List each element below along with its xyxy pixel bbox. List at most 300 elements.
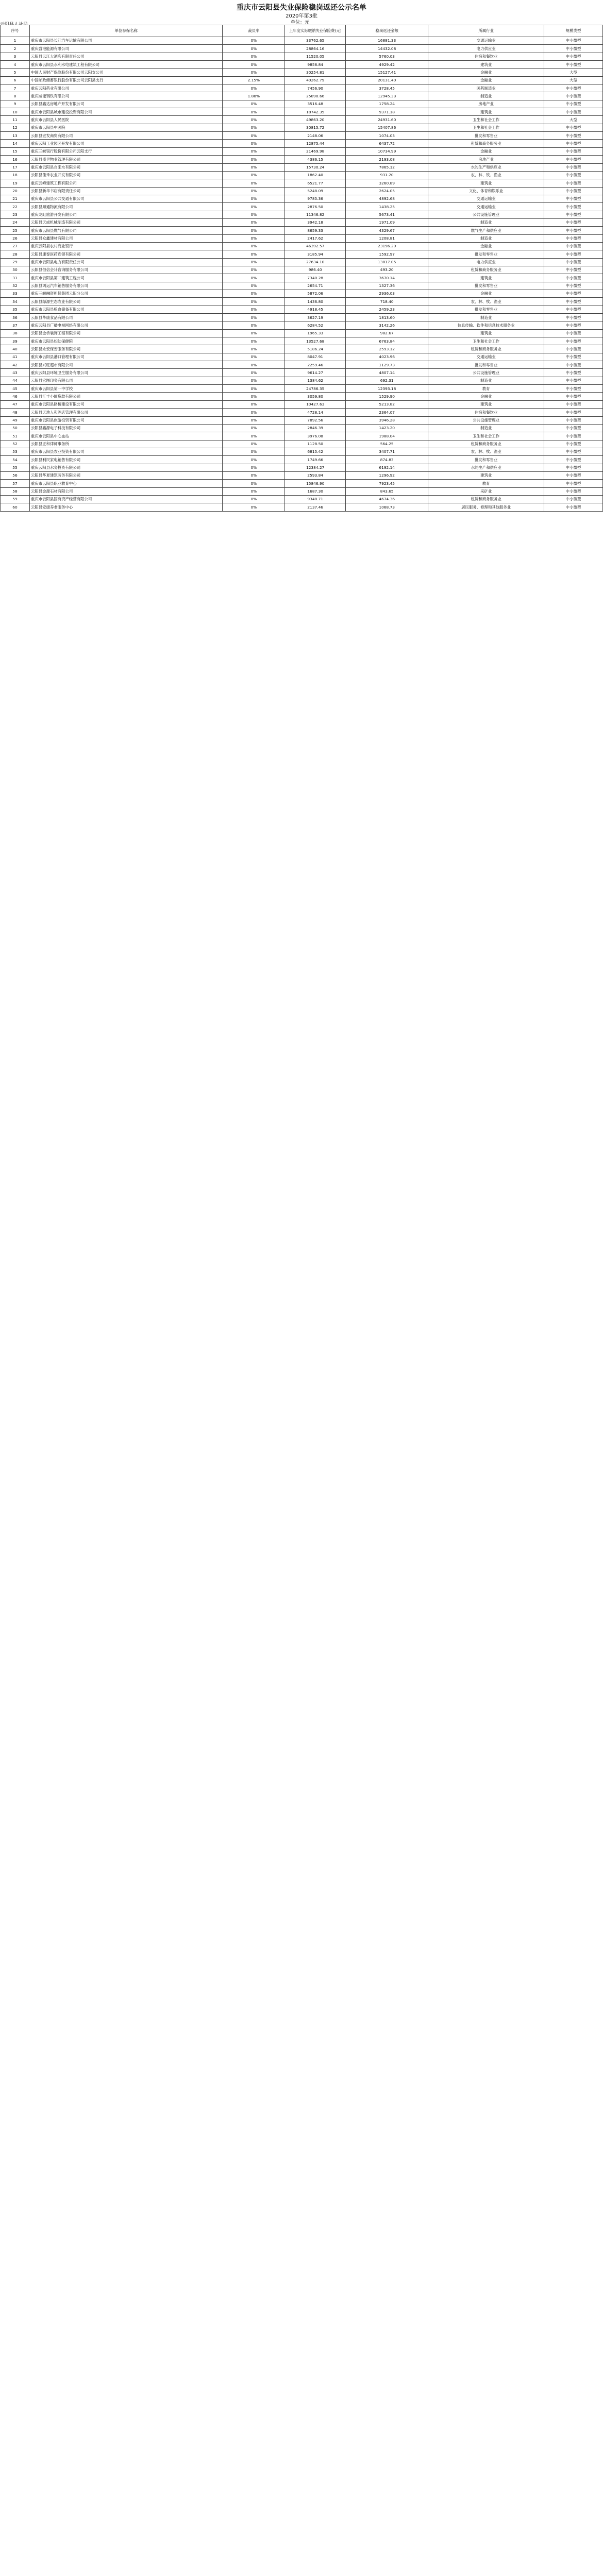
table-cell: 云阳县宏图印务有限公司 (30, 377, 223, 384)
table-cell: 1436.80 (285, 298, 346, 306)
table-cell: 中小微型 (544, 393, 602, 400)
table-cell: 制造业 (428, 218, 544, 226)
table-cell: 15846.90 (285, 480, 346, 487)
table-cell: 0% (223, 69, 285, 76)
table-cell: 1438.25 (346, 203, 428, 211)
table-cell: 4 (1, 61, 30, 69)
table-cell: 重庆云阳县水务投资有限公司 (30, 464, 223, 471)
table-cell: 0% (223, 480, 285, 487)
table-cell: 51 (1, 432, 30, 440)
table-cell: 中小微型 (544, 290, 602, 298)
table-cell: 住宿和餐饮业 (428, 53, 544, 60)
table-cell: 卫生和社会工作 (428, 116, 544, 124)
table-cell: 重庆市云阳县港口管理有限公司 (30, 353, 223, 361)
table-cell: 0% (223, 314, 285, 321)
table-cell: 重庆云阳县农村商业银行 (30, 242, 223, 250)
table-cell: 0% (223, 377, 285, 384)
table-cell: 1129.73 (346, 361, 428, 369)
table-cell: 重庆云阳县广播电视网络有限公司 (30, 321, 223, 329)
table-cell: 9785.36 (285, 195, 346, 202)
table-cell: 云阳县众鑫建材有限公司 (30, 234, 223, 242)
table-cell: 8 (1, 92, 30, 100)
table-cell: 卫生和社会工作 (428, 337, 544, 345)
table-cell: 9371.18 (346, 108, 428, 116)
table-cell: 0% (223, 448, 285, 455)
table-row (1, 448, 603, 455)
table-cell: 29 (1, 258, 30, 266)
table-cell: 金融业 (428, 290, 544, 298)
table-cell: 电力供应业 (428, 45, 544, 53)
table-cell: 2624.05 (346, 187, 428, 195)
table-cell: 中小微型 (544, 495, 602, 503)
table-cell: 中小微型 (544, 266, 602, 274)
table-cell: 13527.68 (285, 337, 346, 345)
table-cell: 制造业 (428, 92, 544, 100)
column-header: 规模类型 (544, 25, 602, 37)
table-cell: 制造业 (428, 234, 544, 242)
table-cell: 6437.72 (346, 140, 428, 147)
table-cell: 云阳县天成机械制造有限公司 (30, 218, 223, 226)
table-cell: 15730.24 (285, 163, 346, 171)
table-cell: 中小微型 (544, 163, 602, 171)
table-cell: 13 (1, 132, 30, 140)
table-cell: 9614.27 (285, 369, 346, 377)
table-cell: 中小微型 (544, 258, 602, 266)
table-row (1, 353, 603, 361)
table-cell: 批发和零售业 (428, 306, 544, 313)
table-cell: 0% (223, 464, 285, 471)
table-cell: 中小微型 (544, 61, 602, 69)
table-row (1, 61, 603, 69)
table-cell: 中小微型 (544, 400, 602, 408)
table-cell: 中小微型 (544, 456, 602, 464)
table-row (1, 156, 603, 163)
table-cell: 16881.33 (346, 37, 428, 45)
column-header: 单位参保名称 (30, 25, 223, 37)
table-cell: 36 (1, 314, 30, 321)
table-cell: 金融业 (428, 242, 544, 250)
table-cell: 12945.33 (346, 92, 428, 100)
table-cell: 云阳县永安保安服务有限公司 (30, 345, 223, 353)
table-cell: 4807.14 (346, 369, 428, 377)
table-cell: 18742.35 (285, 108, 346, 116)
table-cell: 49 (1, 416, 30, 424)
table-cell: 0% (223, 282, 285, 290)
table-cell: 0% (223, 211, 285, 218)
table-cell: 重庆威能钢铁有限公司 (30, 92, 223, 100)
table-cell: 1758.24 (346, 100, 428, 108)
table-cell: 53 (1, 448, 30, 455)
table-cell: 7 (1, 84, 30, 92)
table-cell: 8659.33 (285, 227, 346, 234)
table-cell: 57 (1, 480, 30, 487)
table-cell: 7892.56 (285, 416, 346, 424)
table-cell: 17 (1, 163, 30, 171)
table-cell: 中小微型 (544, 337, 602, 345)
table-cell: 0% (223, 163, 285, 171)
table-cell: 中小微型 (544, 218, 602, 226)
table-cell: 45 (1, 385, 30, 393)
table-cell: 4386.15 (285, 156, 346, 163)
table-cell: 中小微型 (544, 409, 602, 416)
table-cell: 22 (1, 203, 30, 211)
table-row (1, 400, 603, 408)
table-cell: 6763.84 (346, 337, 428, 345)
table-cell: 21 (1, 195, 30, 202)
table-cell: 2259.46 (285, 361, 346, 369)
table-cell: 重庆市云阳县职业教育中心 (30, 480, 223, 487)
table-cell: 0% (223, 321, 285, 329)
table-cell: 建筑业 (428, 108, 544, 116)
table-cell: 批发和零售业 (428, 132, 544, 140)
table-cell: 云阳县利民家电销售有限公司 (30, 456, 223, 464)
table-cell: 14432.08 (346, 45, 428, 53)
table-cell: 0% (223, 195, 285, 202)
table-cell: 电力供应业 (428, 258, 544, 266)
table-cell: 6521.77 (285, 179, 346, 187)
table-cell: 2593.12 (346, 345, 428, 353)
table-row (1, 203, 603, 211)
table-cell: 中小微型 (544, 385, 602, 393)
table-cell: 1529.90 (346, 393, 428, 400)
table-cell: 0% (223, 456, 285, 464)
table-cell: 0% (223, 487, 285, 495)
table-cell: 公共设施管理业 (428, 211, 544, 218)
table-cell: 2 (1, 45, 30, 53)
table-cell: 27 (1, 242, 30, 250)
table-cell: 1128.50 (285, 440, 346, 448)
table-cell: 493.20 (346, 266, 428, 274)
table-cell: 中小微型 (544, 440, 602, 448)
table-cell: 0% (223, 409, 285, 416)
table-cell: 0% (223, 440, 285, 448)
table-cell: 住宿和餐饮业 (428, 409, 544, 416)
table-row (1, 282, 603, 290)
table-cell: 中小微型 (544, 306, 602, 313)
table-cell: 843.65 (346, 487, 428, 495)
table-cell: 重庆龙缸旅游开发有限公司 (30, 211, 223, 218)
table-cell: 教育 (428, 480, 544, 487)
table-cell: 8047.91 (285, 353, 346, 361)
table-cell: 中小微型 (544, 156, 602, 163)
table-body (1, 37, 603, 512)
table-cell: 批发和零售业 (428, 250, 544, 258)
table-cell: 房地产业 (428, 100, 544, 108)
table-cell: 重庆市云阳县中心血站 (30, 432, 223, 440)
table-cell: 23 (1, 211, 30, 218)
table-cell: 30 (1, 266, 30, 274)
table-row (1, 69, 603, 76)
table-row (1, 409, 603, 416)
table-cell: 56 (1, 471, 30, 479)
table-cell: 28864.16 (285, 45, 346, 53)
table-cell: 云阳县汇丰小额贷款有限公司 (30, 393, 223, 400)
table-row (1, 258, 603, 266)
table-cell: 3407.71 (346, 448, 428, 455)
table-row (1, 416, 603, 424)
table-cell: 11 (1, 116, 30, 124)
table-cell: 1.88% (223, 92, 285, 100)
table-cell: 0% (223, 218, 285, 226)
table-cell: 0% (223, 345, 285, 353)
table-cell: 1687.30 (285, 487, 346, 495)
table-cell: 重庆市云阳县城市建设投资有限公司 (30, 108, 223, 116)
table-cell: 2193.08 (346, 156, 428, 163)
table-row (1, 108, 603, 116)
table-cell: 9 (1, 100, 30, 108)
table-row (1, 100, 603, 108)
table-cell: 中小微型 (544, 45, 602, 53)
table-row (1, 314, 603, 321)
table-cell: 2137.46 (285, 503, 346, 511)
table-cell: 0% (223, 179, 285, 187)
column-header: 上年度实际缴纳失业保险费(元) (285, 25, 346, 37)
table-cell: 重庆市云阳县农业投资有限公司 (30, 448, 223, 455)
table-cell: 中小微型 (544, 195, 602, 202)
table-cell: 986.40 (285, 266, 346, 274)
table-row (1, 53, 603, 60)
table-cell: 云阳县鑫达房地产开发有限公司 (30, 100, 223, 108)
table-cell: 重庆市云阳县妇幼保健院 (30, 337, 223, 345)
table-cell: 0% (223, 400, 285, 408)
table-cell: 0% (223, 45, 285, 53)
table-cell: 中小微型 (544, 345, 602, 353)
table-cell: 52 (1, 440, 30, 448)
table-cell: 4329.67 (346, 227, 428, 234)
table-cell: 0% (223, 329, 285, 337)
table-cell: 10734.99 (346, 147, 428, 155)
table-header (1, 25, 603, 37)
table-row (1, 503, 603, 511)
table-cell: 中小微型 (544, 211, 602, 218)
table-cell: 中小微型 (544, 179, 602, 187)
table-cell: 燃气生产和供应业 (428, 227, 544, 234)
column-header: 所属行业 (428, 25, 544, 37)
table-row (1, 456, 603, 464)
table-cell: 1423.20 (346, 424, 428, 432)
table-cell: 3946.28 (346, 416, 428, 424)
table-cell: 信息传输、软件和信息技术服务业 (428, 321, 544, 329)
table-cell: 建筑业 (428, 179, 544, 187)
table-cell: 0% (223, 369, 285, 377)
table-cell: 12393.18 (346, 385, 428, 393)
table-cell: 云阳县云江大酒店有限责任公司 (30, 53, 223, 60)
table-cell: 建筑业 (428, 274, 544, 282)
table-cell: 中小微型 (544, 361, 602, 369)
table-row (1, 179, 603, 187)
table-cell: 0% (223, 140, 285, 147)
table-cell: 46 (1, 393, 30, 400)
table-cell: 农、林、牧、渔业 (428, 171, 544, 179)
table-cell: 制造业 (428, 377, 544, 384)
table-cell: 55 (1, 464, 30, 471)
table-row (1, 464, 603, 471)
table-cell: 建筑业 (428, 400, 544, 408)
table-row (1, 266, 603, 274)
table-cell: 云阳县兴旺超市有限公司 (30, 361, 223, 369)
table-cell: 1988.04 (346, 432, 428, 440)
table-cell: 3670.14 (346, 274, 428, 282)
table-row (1, 242, 603, 250)
table-cell: 中小微型 (544, 108, 602, 116)
table-cell: 2876.50 (285, 203, 346, 211)
table-cell: 文化、体育和娱乐业 (428, 187, 544, 195)
table-cell: 中小微型 (544, 100, 602, 108)
table-cell: 58 (1, 487, 30, 495)
table-cell: 6815.42 (285, 448, 346, 455)
table-cell: 0% (223, 258, 285, 266)
table-cell: 44 (1, 377, 30, 384)
table-row (1, 432, 603, 440)
table-row (1, 480, 603, 487)
table-row (1, 250, 603, 258)
table-cell: 0% (223, 116, 285, 124)
table-cell: 重庆市云阳县第二建筑工程公司 (30, 274, 223, 282)
table-row (1, 377, 603, 384)
table-row (1, 124, 603, 131)
table-cell: 982.67 (346, 329, 428, 337)
table-cell: 租赁和商务服务业 (428, 495, 544, 503)
table-row (1, 487, 603, 495)
table-row (1, 37, 603, 45)
table-row (1, 76, 603, 84)
table-cell: 批发和零售业 (428, 282, 544, 290)
table-row (1, 274, 603, 282)
table-cell: 中小微型 (544, 187, 602, 195)
table-cell: 37 (1, 321, 30, 329)
table-cell: 2654.71 (285, 282, 346, 290)
table-cell: 云阳县顺通物流有限公司 (30, 203, 223, 211)
table-row (1, 163, 603, 171)
table-row (1, 471, 603, 479)
table-cell: 医药制造业 (428, 84, 544, 92)
table-cell: 10 (1, 108, 30, 116)
table-cell: 重庆市云阳县旅游投资有限公司 (30, 416, 223, 424)
table-cell: 中小微型 (544, 84, 602, 92)
table-row (1, 424, 603, 432)
table-cell: 0% (223, 361, 285, 369)
table-cell: 0% (223, 37, 285, 45)
table-cell: 租赁和商务服务业 (428, 440, 544, 448)
table-row (1, 440, 603, 448)
table-row (1, 195, 603, 202)
table-cell: 26 (1, 234, 30, 242)
table-cell: 4728.14 (285, 409, 346, 416)
table-cell: 重庆云阳工业园区开发有限公司 (30, 140, 223, 147)
table-cell: 水的生产和供应业 (428, 464, 544, 471)
table-row (1, 84, 603, 92)
table-cell: 20131.40 (346, 76, 428, 84)
table-cell: 14 (1, 140, 30, 147)
table-cell: 0% (223, 353, 285, 361)
table-cell: 39 (1, 337, 30, 345)
table-cell: 3627.19 (285, 314, 346, 321)
table-row (1, 92, 603, 100)
table-cell: 7456.90 (285, 84, 346, 92)
table-cell: 云阳县华康食品有限公司 (30, 314, 223, 321)
table-cell: 中小微型 (544, 471, 602, 479)
table-cell: 6192.14 (346, 464, 428, 471)
table-cell: 27634.10 (285, 258, 346, 266)
table-cell: 35 (1, 306, 30, 313)
table-cell: 中小微型 (544, 503, 602, 511)
table-cell: 1384.62 (285, 377, 346, 384)
table-cell: 建筑业 (428, 329, 544, 337)
table-cell: 34 (1, 298, 30, 306)
table-row (1, 306, 603, 313)
table-cell: 9858.84 (285, 61, 346, 69)
table-cell: 1971.09 (346, 218, 428, 226)
table-cell: 租赁和商务服务业 (428, 140, 544, 147)
table-cell: 中小微型 (544, 329, 602, 337)
table-cell: 15 (1, 147, 30, 155)
table-cell: 12384.27 (285, 464, 346, 471)
table-cell: 1074.03 (346, 132, 428, 140)
table-cell: 13817.05 (346, 258, 428, 266)
table-cell: 中小微型 (544, 203, 602, 211)
table-cell: 重庆三峡银行股份有限公司云阳支行 (30, 147, 223, 155)
table-row (1, 116, 603, 124)
table-row (1, 227, 603, 234)
table-row (1, 211, 603, 218)
table-cell: 0% (223, 298, 285, 306)
table-cell: 15407.86 (346, 124, 428, 131)
table-cell: 54 (1, 456, 30, 464)
table-cell: 931.20 (346, 171, 428, 179)
table-cell: 中小微型 (544, 274, 602, 282)
page-subtitle: 2020年第3批 (286, 13, 317, 19)
table-cell: 重庆三峡融资担保集团云阳分公司 (30, 290, 223, 298)
table-cell: 41 (1, 353, 30, 361)
table-cell: 6284.52 (285, 321, 346, 329)
table-cell: 0% (223, 242, 285, 250)
table-cell: 0% (223, 61, 285, 69)
table-cell: 居民服务、修理和其他服务业 (428, 503, 544, 511)
table-cell: 重庆云阳县环境卫生服务有限公司 (30, 369, 223, 377)
table-row (1, 132, 603, 140)
table-cell: 4674.36 (346, 495, 428, 503)
table-cell: 3976.08 (285, 432, 346, 440)
table-cell: 15127.41 (346, 69, 428, 76)
table-row (1, 393, 603, 400)
table-cell: 中小微型 (544, 147, 602, 155)
table-cell: 48 (1, 409, 30, 416)
table-cell: 重庆市云阳县自来水有限公司 (30, 163, 223, 171)
table-cell: 重庆盛港能源有限公司 (30, 45, 223, 53)
table-cell: 0% (223, 424, 285, 432)
table-cell: 交通运输业 (428, 353, 544, 361)
table-cell: 11346.82 (285, 211, 346, 218)
table-cell: 公共设施管理业 (428, 416, 544, 424)
table-cell: 0% (223, 337, 285, 345)
table-cell: 云阳县华夏建筑劳务有限公司 (30, 471, 223, 479)
table-cell: 42 (1, 361, 30, 369)
table-cell: 564.25 (346, 440, 428, 448)
table-cell: 0% (223, 432, 285, 440)
table-cell: 3942.18 (285, 218, 346, 226)
table-cell: 中小微型 (544, 132, 602, 140)
table-cell: 中小微型 (544, 250, 602, 258)
table-cell: 46392.57 (285, 242, 346, 250)
table-cell: 60 (1, 503, 30, 511)
table-cell: 中小微型 (544, 234, 602, 242)
table-cell: 云阳县安康养老服务中心 (30, 503, 223, 511)
table-cell: 云阳县恒信会计咨询服务有限公司 (30, 266, 223, 274)
table-cell: 0% (223, 171, 285, 179)
table-cell: 1749.66 (285, 456, 346, 464)
table-cell: 7340.28 (285, 274, 346, 282)
table-cell: 重庆市云阳县粮食储备有限公司 (30, 306, 223, 313)
